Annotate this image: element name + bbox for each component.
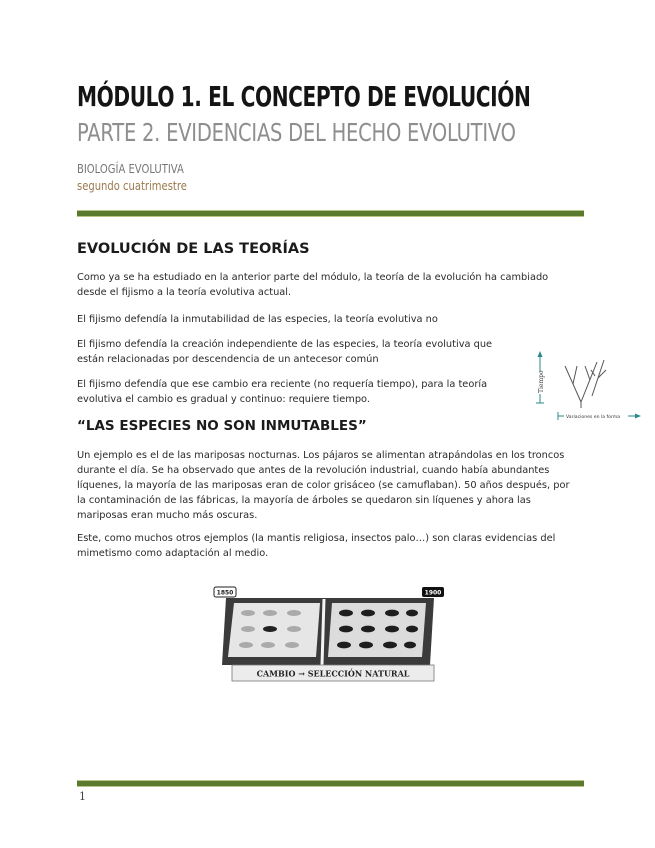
light-moths: [239, 610, 301, 648]
section-heading-species: “LAS ESPECIES NO SON INMUTABLES”: [77, 418, 367, 434]
paragraph-mimicry: Este, como muchos otros ejemplos (la mantis religiosa, insectos palo…) son claras evidencias del mimetismo como adaptación al medio.: [77, 533, 556, 559]
time-axis-label: Tiempo: [538, 370, 545, 393]
module-title: MÓDULO 1. EL CONCEPTO DE EVOLUCIÓN: [77, 80, 531, 113]
section-heading-theories: EVOLUCIÓN DE LAS TEORÍAS: [77, 241, 310, 257]
header-divider: [77, 210, 584, 217]
evolution-tree-figure: [528, 348, 643, 426]
paragraph-intro: Como ya se ha estudiado en la anterior parte del módulo, la teoría de la evolución ha cambiado desde el fijismo a la teoría evolutiva actual.: [77, 272, 549, 298]
footer-divider: [77, 780, 584, 787]
year-label-1900: 1900: [424, 589, 442, 597]
page-number: 1: [79, 790, 86, 803]
part-subtitle: PARTE 2. EVIDENCIAS DEL HECHO EVOLUTIVO: [77, 118, 516, 147]
course-term: segundo cuatrimestre: [77, 178, 187, 193]
variation-axis-label: Variaciones en la forma: [566, 415, 621, 420]
moth-figure-caption: CAMBIO → SELECCIÓN NATURAL: [256, 668, 410, 679]
year-label-1850: 1850: [216, 589, 234, 597]
paragraph-fijismo-1: El fijismo defendía la inmutabilidad de las especies, la teoría evolutiva no: [77, 314, 438, 325]
phylogeny-branches: [565, 360, 606, 408]
peppered-moth-figure: [212, 585, 446, 685]
paragraph-moths: Un ejemplo es el de las mariposas nocturnas. Los pájaros se alimentan atrapándolas en los troncos durante el día. Se ha observado que antes de la revolución industrial, cuando había abundantes líquenes, la mayoría de las mariposas eran de color grisáceo (se camuflaban). 50 años después, por la contaminación de las fábricas, la mayoría de árboles se quedaron sin líquenes y ahora las mariposas eran mucho más oscuras.: [77, 450, 570, 521]
paragraph-fijismo-3: El fijismo defendía que ese cambio era reciente (no requería tiempo), para la teoría evolutiva el cambio es gradual y continuo: requiere tiempo.: [77, 379, 488, 405]
course-name: BIOLOGÍA EVOLUTIVA: [77, 161, 184, 176]
paragraph-fijismo-2: El fijismo defendía la creación independiente de las especies, la teoría evolutiva que están relacionadas por descendencia de un antecesor común: [77, 339, 493, 365]
